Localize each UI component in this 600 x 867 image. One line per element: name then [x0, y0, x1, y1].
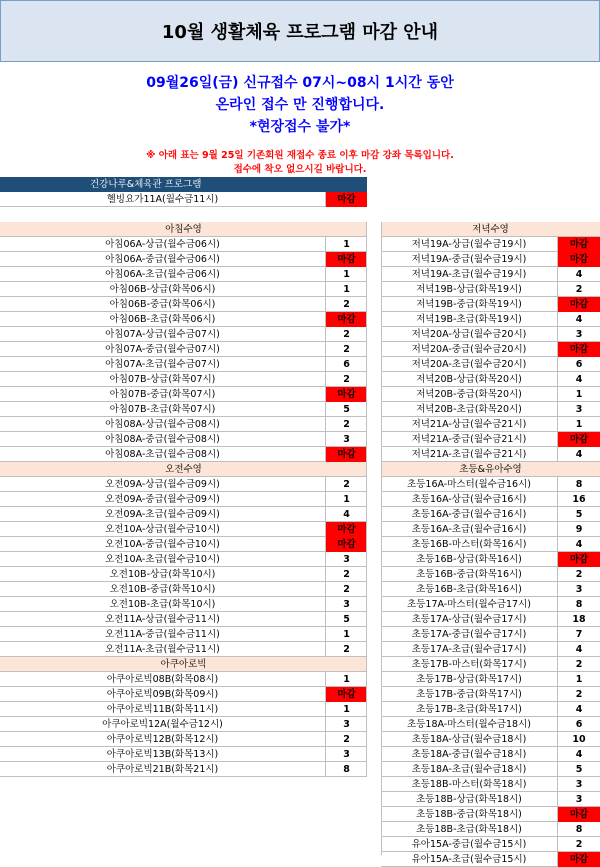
remaining-count: 5 — [325, 402, 367, 417]
program-name: 초등17A-상급(월수금17시) — [411, 614, 527, 625]
program-name: 오전10B-초급(화목10시) — [109, 599, 216, 610]
remaining-count: 4 — [557, 312, 600, 327]
program-name: 아침07A-중급(월수금07시) — [105, 344, 220, 355]
table-row — [381, 702, 600, 717]
remaining-count: 2 — [325, 342, 367, 357]
remaining-count: 2 — [325, 732, 367, 747]
table-row — [0, 717, 367, 732]
remaining-count: 6 — [557, 717, 600, 732]
remaining-count: 8 — [325, 762, 367, 777]
table-row — [381, 417, 600, 432]
table-row — [0, 597, 367, 612]
notice-line-3: *현장접수 불가* — [249, 119, 351, 135]
program-name: 아침06A-중급(월수금06시) — [105, 254, 220, 265]
program-name: 아침07A-초급(월수금07시) — [105, 359, 220, 370]
remaining-count: 1 — [557, 387, 600, 402]
program-name: 저녁19A-초급(월수금19시) — [411, 269, 527, 280]
table-row — [0, 687, 367, 702]
program-name: 저녁20A-상급(월수금20시) — [411, 329, 527, 340]
table-row — [381, 252, 600, 267]
program-name: 아침06B-상급(화목06시) — [109, 284, 216, 295]
program-name: 초등16B-초급(화목16시) — [416, 584, 522, 595]
table-row — [0, 507, 367, 522]
program-name: 오전11A-상급(월수금11시) — [105, 614, 220, 625]
table-row — [0, 582, 367, 597]
table-row — [0, 477, 367, 492]
remaining-count: 2 — [557, 687, 600, 702]
program-name: 아쿠아로빅21B(화목21시) — [106, 764, 219, 775]
table-row — [381, 777, 600, 792]
remaining-count: 2 — [325, 642, 367, 657]
closed-badge: 마감 — [325, 687, 367, 702]
closed-badge: 마감 — [557, 342, 600, 357]
table-row — [0, 522, 367, 537]
table-row — [381, 837, 600, 852]
remaining-count: 4 — [557, 372, 600, 387]
program-name: 아침07B-상급(화목07시) — [109, 374, 216, 385]
closed-badge: 마감 — [557, 852, 600, 867]
program-name: 초등18A-중급(월수금18시) — [411, 749, 527, 760]
program-name: 초등17A-마스터(월수금17시) — [407, 599, 531, 610]
program-name: 아쿠아로빅12A(월수금12시) — [102, 719, 223, 730]
table-row — [381, 492, 600, 507]
closed-badge: 마감 — [325, 192, 367, 207]
table-row — [381, 387, 600, 402]
table-row — [381, 642, 600, 657]
table-row — [0, 402, 367, 417]
table-row — [0, 282, 367, 297]
remaining-count: 1 — [325, 672, 367, 687]
table-row — [381, 477, 600, 492]
remaining-count: 2 — [557, 567, 600, 582]
remaining-count: 1 — [325, 267, 367, 282]
program-name: 저녁20B-초급(화목20시) — [416, 404, 522, 415]
table-row — [381, 267, 600, 282]
remaining-count: 2 — [325, 582, 367, 597]
remaining-count: 2 — [557, 282, 600, 297]
remaining-count: 1 — [325, 282, 367, 297]
program-name: 아침07B-초급(화목07시) — [109, 404, 216, 415]
table-row — [381, 567, 600, 582]
table-row — [0, 237, 367, 252]
closed-badge: 마감 — [325, 252, 367, 267]
table-row — [0, 267, 367, 282]
section-header: 초등&유아수영 — [381, 462, 600, 477]
closed-badge: 마감 — [325, 312, 367, 327]
remaining-count: 18 — [557, 612, 600, 627]
program-name: 초등16A-초급(월수금16시) — [411, 524, 527, 535]
warning-line-2: 접수에 착오 없으시길 바랍니다. — [233, 164, 367, 175]
closed-badge: 마감 — [557, 552, 600, 567]
remaining-count: 2 — [325, 567, 367, 582]
table-row — [381, 297, 600, 312]
closed-badge: 마감 — [325, 387, 367, 402]
remaining-count: 7 — [557, 627, 600, 642]
remaining-count: 3 — [557, 327, 600, 342]
table-row — [381, 597, 600, 612]
table-row — [381, 747, 600, 762]
remaining-count: 6 — [325, 357, 367, 372]
remaining-count: 4 — [557, 702, 600, 717]
remaining-count: 8 — [557, 477, 600, 492]
program-name: 저녁20A-초급(월수금20시) — [411, 359, 527, 370]
program-name: 유아15A-초급(월수금15시) — [411, 854, 527, 865]
program-name: 초등17B-중급(화목17시) — [416, 689, 522, 700]
remaining-count: 1 — [325, 627, 367, 642]
table-row — [0, 642, 367, 657]
table-row — [381, 627, 600, 642]
table-row — [0, 747, 367, 762]
program-name: 초등17A-초급(월수금17시) — [411, 644, 527, 655]
section-header: 오전수영 — [0, 462, 367, 477]
table-row — [381, 657, 600, 672]
program-name: 초등16A-마스터(월수금16시) — [407, 479, 531, 490]
closed-badge: 마감 — [325, 537, 367, 552]
program-name: 저녁19B-중급(화목19시) — [416, 299, 522, 310]
table-row — [381, 537, 600, 552]
table-row — [0, 702, 367, 717]
table-row — [0, 567, 367, 582]
remaining-count: 2 — [325, 327, 367, 342]
remaining-count: 3 — [557, 777, 600, 792]
section-header: 저녁수영 — [381, 222, 600, 237]
table-row — [0, 537, 367, 552]
table-row — [381, 807, 600, 822]
remaining-count: 2 — [325, 372, 367, 387]
program-name: 저녁20A-중급(월수금20시) — [411, 344, 527, 355]
remaining-count: 2 — [325, 417, 367, 432]
remaining-count: 4 — [557, 747, 600, 762]
table-row — [0, 342, 367, 357]
table-row — [0, 387, 367, 402]
notice-line-2: 온라인 접수 만 진행합니다. — [215, 97, 385, 113]
program-name: 오전11A-중급(월수금11시) — [105, 629, 220, 640]
remaining-count: 3 — [325, 432, 367, 447]
program-name: 초등18A-마스터(월수금18시) — [407, 719, 531, 730]
closed-badge: 마감 — [557, 807, 600, 822]
remaining-count: 5 — [557, 507, 600, 522]
program-name: 아침07A-상급(월수금07시) — [105, 329, 220, 340]
program-name: 오전10A-상급(월수금10시) — [105, 524, 220, 535]
table-row — [0, 312, 367, 327]
program-name: 오전10A-초급(월수금10시) — [105, 554, 220, 565]
table-row — [381, 792, 600, 807]
section-header: 건강나루&체육관 프로그램 — [0, 177, 367, 192]
program-name: 아쿠아로빅11B(화목11시) — [106, 704, 219, 715]
remaining-count: 4 — [557, 267, 600, 282]
table-row — [381, 432, 600, 447]
table-row — [381, 852, 600, 867]
remaining-count: 4 — [557, 447, 600, 462]
table-row — [381, 342, 600, 357]
program-name: 오전09A-초급(월수금09시) — [105, 509, 220, 520]
program-name: 유아15A-중급(월수금15시) — [411, 839, 527, 850]
program-name: 오전09A-중급(월수금09시) — [105, 494, 220, 505]
remaining-count: 16 — [557, 492, 600, 507]
table-row — [0, 492, 367, 507]
remaining-count: 2 — [325, 477, 367, 492]
program-name: 저녁19B-초급(화목19시) — [416, 314, 522, 325]
program-name: 아침06A-초급(월수금06시) — [105, 269, 220, 280]
program-name: 초등18A-초급(월수금18시) — [411, 764, 527, 775]
program-name: 저녁19B-상급(화목19시) — [416, 284, 522, 295]
closed-badge: 마감 — [325, 522, 367, 537]
closed-badge: 마감 — [557, 297, 600, 312]
program-name: 저녁20B-상급(화목20시) — [416, 374, 522, 385]
closed-badge: 마감 — [557, 252, 600, 267]
remaining-count: 3 — [557, 792, 600, 807]
table-row — [0, 762, 367, 777]
table-row — [381, 312, 600, 327]
remaining-count: 1 — [325, 237, 367, 252]
remaining-count: 8 — [557, 822, 600, 837]
table-row — [0, 432, 367, 447]
program-name: 초등18B-마스터(화목18시) — [411, 779, 527, 790]
table-row — [0, 447, 367, 462]
remaining-count: 9 — [557, 522, 600, 537]
table-row — [381, 357, 600, 372]
remaining-count: 2 — [557, 657, 600, 672]
table-row — [0, 672, 367, 687]
program-name: 초등17B-마스터(화목17시) — [411, 659, 527, 670]
remaining-count: 1 — [325, 702, 367, 717]
program-name: 아침06B-중급(화목06시) — [109, 299, 216, 310]
table-row — [381, 687, 600, 702]
program-name: 아침08A-중급(월수금08시) — [105, 434, 220, 445]
program-name: 초등18B-초급(화목18시) — [416, 824, 522, 835]
section-header: 아쿠아로빅 — [0, 657, 367, 672]
section-header: 아침수영 — [0, 222, 367, 237]
program-name: 오전10B-중급(화목10시) — [109, 584, 216, 595]
program-name: 아쿠아로빅08B(화목08시) — [106, 674, 219, 685]
table-row — [381, 762, 600, 777]
remaining-count: 3 — [557, 402, 600, 417]
table-row — [381, 732, 600, 747]
table-row — [381, 237, 600, 252]
closed-badge: 마감 — [557, 237, 600, 252]
program-name: 아침07B-중급(화목07시) — [109, 389, 216, 400]
table-row — [381, 282, 600, 297]
warning-line-1: ※ 아래 표는 9월 25일 기존회원 재접수 종료 이후 마감 강좌 목록입니다. — [146, 150, 454, 161]
table-row — [0, 357, 367, 372]
remaining-count: 2 — [325, 297, 367, 312]
remaining-count: 10 — [557, 732, 600, 747]
remaining-count: 1 — [557, 417, 600, 432]
closed-badge: 마감 — [325, 447, 367, 462]
remaining-count: 5 — [557, 762, 600, 777]
table-row — [0, 627, 367, 642]
program-name: 초등16B-마스터(화목16시) — [411, 539, 527, 550]
table-row — [0, 612, 367, 627]
table-row — [381, 327, 600, 342]
page-title: 10월 생활체육 프로그램 마감 안내 — [161, 22, 439, 43]
program-name: 헬빙요가11A(월수금11시) — [106, 194, 219, 205]
program-name: 저녁19A-상급(월수금19시) — [411, 239, 527, 250]
table-row — [381, 447, 600, 462]
remaining-count: 3 — [325, 747, 367, 762]
table-row — [381, 612, 600, 627]
remaining-count: 3 — [557, 582, 600, 597]
program-name: 초등16A-중급(월수금16시) — [411, 509, 527, 520]
remaining-count: 1 — [325, 492, 367, 507]
remaining-count: 3 — [325, 552, 367, 567]
table-row — [381, 372, 600, 387]
remaining-count: 1 — [557, 672, 600, 687]
table-row — [381, 507, 600, 522]
program-name: 저녁19A-중급(월수금19시) — [411, 254, 527, 265]
program-name: 오전09A-상급(월수금09시) — [105, 479, 220, 490]
table-row — [0, 252, 367, 267]
remaining-count: 4 — [557, 537, 600, 552]
program-name: 저녁21A-상급(월수금21시) — [411, 419, 527, 430]
table-row — [0, 297, 367, 312]
program-name: 저녁21A-중급(월수금21시) — [411, 434, 527, 445]
table-row — [381, 672, 600, 687]
title-banner — [0, 0, 600, 62]
table-row — [381, 582, 600, 597]
table-row — [381, 822, 600, 837]
table-row — [381, 552, 600, 567]
table-row — [0, 552, 367, 567]
remaining-count: 2 — [557, 837, 600, 852]
remaining-count: 6 — [557, 357, 600, 372]
program-name: 아침08A-초급(월수금08시) — [105, 449, 220, 460]
remaining-count: 8 — [557, 597, 600, 612]
program-name: 초등16A-상급(월수금16시) — [411, 494, 527, 505]
table-row — [0, 417, 367, 432]
program-name: 아침06A-상급(월수금06시) — [105, 239, 220, 250]
remaining-count: 3 — [325, 597, 367, 612]
program-name: 아쿠아로빅13B(화목13시) — [106, 749, 219, 760]
closed-badge: 마감 — [557, 432, 600, 447]
table-row — [381, 402, 600, 417]
table-row — [0, 192, 367, 207]
program-name: 초등17A-중급(월수금17시) — [411, 629, 527, 640]
program-name: 저녁20B-중급(화목20시) — [416, 389, 522, 400]
table-row — [0, 372, 367, 387]
program-name: 아침06B-초급(화목06시) — [109, 314, 216, 325]
program-name: 아침08A-상급(월수금08시) — [105, 419, 220, 430]
table-border — [381, 222, 382, 855]
program-name: 오전11A-초급(월수금11시) — [105, 644, 220, 655]
remaining-count: 3 — [325, 717, 367, 732]
remaining-count: 5 — [325, 612, 367, 627]
table-row — [0, 327, 367, 342]
program-name: 오전10A-중급(월수금10시) — [105, 539, 220, 550]
table-row — [381, 717, 600, 732]
program-name: 초등16B-중급(화목16시) — [416, 569, 522, 580]
table-row — [0, 732, 367, 747]
program-name: 초등18B-상급(화목18시) — [416, 794, 522, 805]
program-name: 초등18B-중급(화목18시) — [416, 809, 522, 820]
program-name: 아쿠아로빅12B(화목12시) — [106, 734, 219, 745]
program-name: 오전10B-상급(화목10시) — [109, 569, 216, 580]
remaining-count: 4 — [325, 507, 367, 522]
remaining-count: 4 — [557, 642, 600, 657]
program-name: 초등16B-상급(화목16시) — [416, 554, 522, 565]
program-name: 저녁21A-초급(월수금21시) — [411, 449, 527, 460]
program-name: 초등17B-상급(화목17시) — [416, 674, 522, 685]
program-name: 초등17B-초급(화목17시) — [416, 704, 522, 715]
table-row — [381, 522, 600, 537]
program-name: 초등18A-상급(월수금18시) — [411, 734, 527, 745]
notice-line-1: 09월26일(금) 신규접수 07시~08시 1시간 동안 — [146, 75, 454, 91]
table-border — [366, 222, 367, 777]
program-name: 아쿠아로빅09B(화목09시) — [106, 689, 219, 700]
